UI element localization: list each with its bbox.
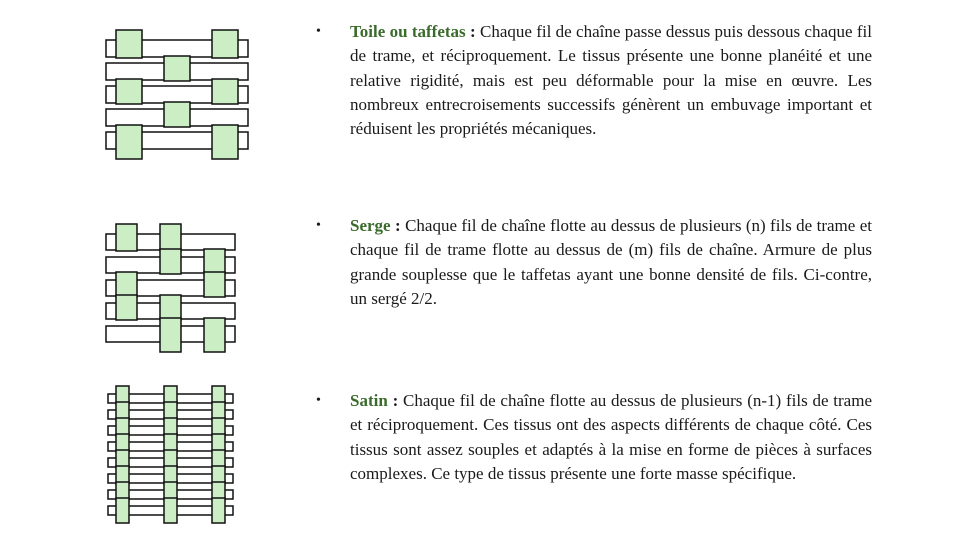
warp-thread [164,102,190,127]
term-toile: Toile ou taffetas [350,22,466,41]
warp-thread [116,272,137,297]
item-toile [316,20,872,141]
warp-thread [212,79,238,104]
warp-thread [116,224,137,251]
warp-thread [164,498,177,523]
warp-thread [160,249,181,274]
warp-thread [116,125,142,159]
warp-thread [204,318,225,352]
bullet: • [316,24,321,39]
bullet: • [316,218,321,233]
warp-thread [160,318,181,352]
twill-weave-diagram [94,220,260,358]
bullet: • [316,393,321,408]
plain-weave-diagram [94,28,266,162]
term-colon: : [465,22,480,41]
warp-thread [160,295,181,320]
satin-weave-diagram [104,384,240,530]
warp-thread [116,295,137,320]
term-satin: Satin [350,391,388,410]
warp-thread [212,30,238,58]
term-colon: : [390,216,406,235]
warp-thread [212,498,225,523]
warp-thread [164,56,190,81]
warp-thread [204,272,225,297]
description-satin: Chaque fil de chaîne flotte au dessus de plusieurs (n-1) fils de trame et réciproquement. Ces tissus ont des aspects différents de chaque côté. Ces tissus sont assez souples et adaptés à la mise en forme de pièces à surfaces complexes. Ce type de tissus présente une forte masse spécifique. [350,391,872,483]
term-serge: Serge [350,216,391,235]
item-satin [316,389,872,486]
description-serge: Chaque fil de chaîne flotte au dessus de plusieurs (n) fils de trame et chaque fil de trame flotte au dessus de (m) fils de chaîne. Armure de plus grande souplesse que le taffetas ayant une bonne densité de fils. Ci-contre, un sergé 2/2. [350,216,872,308]
item-serge [316,214,872,311]
warp-thread [116,79,142,104]
warp-thread [116,498,129,523]
warp-thread [212,125,238,159]
warp-thread [204,249,225,274]
warp-thread [116,30,142,58]
description-toile: Chaque fil de chaîne passe dessus puis dessous chaque fil de trame, et réciproquement. Le tissus présente une bonne planéité et une relative rigidité, mais est peu déformable pour la mise en œuvre. Les nombreux entrecroisements successifs génèrent un embuvage important et réduisent les propriétés mécaniques. [350,22,872,139]
term-colon: : [387,391,404,410]
warp-thread [160,224,181,251]
